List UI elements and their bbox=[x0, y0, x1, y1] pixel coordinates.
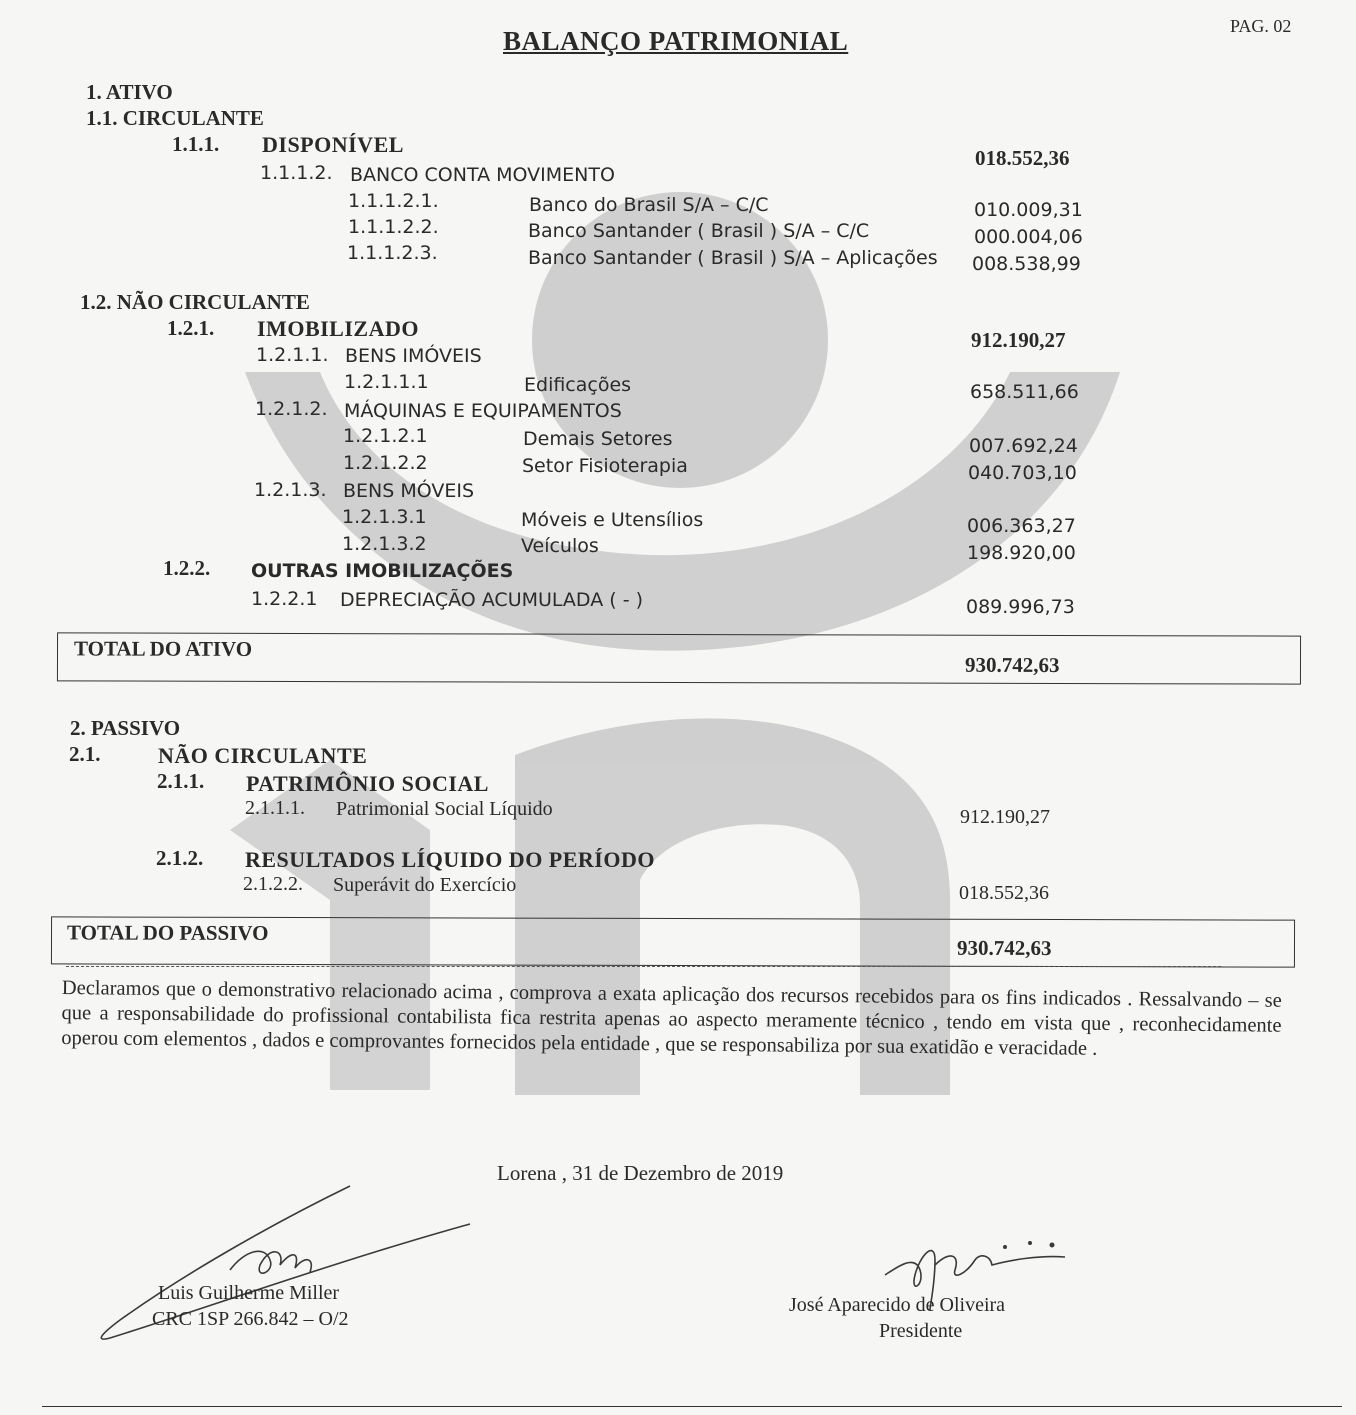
patrimonial-liquido-label: Patrimonial Social Líquido bbox=[336, 798, 553, 820]
demais-setores-code: 1.2.1.2.1 bbox=[343, 425, 428, 447]
bb-label: Banco do Brasil S/A – C/C bbox=[529, 194, 769, 216]
edificacoes-value: 658.511,66 bbox=[970, 381, 1079, 403]
place-date: Lorena , 31 de Dezembro de 2019 bbox=[497, 1161, 784, 1185]
santander-apl-code: 1.1.1.2.3. bbox=[347, 242, 438, 264]
maquinas-label: MÁQUINAS E EQUIPAMENTOS bbox=[344, 400, 622, 422]
imobilizado-code: 1.2.1. bbox=[167, 316, 215, 340]
nao-circulante-heading: 1.2. NÃO CIRCULANTE bbox=[80, 290, 310, 314]
imobilizado-label: IMOBILIZADO bbox=[257, 316, 419, 341]
superavit-value: 018.552,36 bbox=[959, 882, 1049, 904]
passivo-nc-label: NÃO CIRCULANTE bbox=[158, 743, 368, 768]
veiculos-label: Veículos bbox=[521, 535, 599, 557]
superavit-code: 2.1.2.2. bbox=[243, 873, 303, 895]
page-title: BALANÇO PATRIMONIAL bbox=[503, 26, 849, 56]
moveis-label: Móveis e Utensílios bbox=[521, 509, 704, 531]
bb-code: 1.1.1.2.1. bbox=[348, 190, 439, 212]
resultados-label: RESULTADOS LÍQUIDO DO PERÍODO bbox=[245, 847, 655, 872]
setor-fisio-code: 1.2.1.2.2 bbox=[343, 452, 428, 474]
total-passivo-value: 930.742,63 bbox=[956, 935, 1052, 960]
depreciacao-value: 089.996,73 bbox=[966, 596, 1075, 618]
bens-imoveis-label: BENS IMÓVEIS bbox=[345, 345, 482, 367]
page-number: PAG. 02 bbox=[1230, 16, 1292, 36]
bb-value: 010.009,31 bbox=[974, 199, 1083, 221]
bens-imoveis-code: 1.2.1.1. bbox=[256, 344, 329, 366]
santander-apl-value: 008.538,99 bbox=[972, 253, 1081, 275]
banco-conta-label: BANCO CONTA MOVIMENTO bbox=[350, 164, 615, 186]
declaration-text: Declaramos que o demonstrativo relacionado acima , comprova a exata aplicação dos recursos recebidos para os fins indicados . Ressalvando – se que a responsabilidade do profissional contabilista fica restrita apenas ao aspecto meramente técnico , tendo em vista que , reconhecidamente operou com elementos , dados e comprovantes fornecidos pela entidade , que se responsabiliza por sua exatidão e veracidade . bbox=[61, 976, 1282, 1060]
bens-moveis-label: BENS MÓVEIS bbox=[343, 480, 475, 502]
accountant-crc: CRC 1SP 266.842 – O/2 bbox=[152, 1308, 349, 1330]
santander-apl-label: Banco Santander ( Brasil ) S/A – Aplicações bbox=[528, 247, 938, 269]
banco-conta-code: 1.1.1.2. bbox=[260, 162, 333, 184]
depreciacao-code: 1.2.2.1 bbox=[251, 588, 318, 610]
moveis-code: 1.2.1.3.1 bbox=[342, 506, 427, 528]
president-role: Presidente bbox=[879, 1320, 963, 1342]
president-name: José Aparecido de Oliveira bbox=[789, 1294, 1006, 1316]
bens-moveis-code: 1.2.1.3. bbox=[254, 479, 327, 501]
patrimonio-label: PATRIMÔNIO SOCIAL bbox=[246, 771, 489, 796]
passivo-heading: 2. PASSIVO bbox=[70, 716, 181, 740]
passivo-nc-code: 2.1. bbox=[69, 742, 101, 766]
santander-cc-label: Banco Santander ( Brasil ) S/A – C/C bbox=[528, 220, 870, 242]
santander-cc-code: 1.1.1.2.2. bbox=[348, 216, 439, 238]
outras-label: OUTRAS IMOBILIZAÇÕES bbox=[251, 560, 514, 582]
santander-cc-value: 000.004,06 bbox=[974, 226, 1083, 248]
edificacoes-code: 1.2.1.1.1 bbox=[344, 371, 429, 393]
setor-fisio-label: Setor Fisioterapia bbox=[522, 455, 688, 477]
ativo-heading: 1. ATIVO bbox=[86, 80, 173, 104]
patrimonial-liquido-value: 912.190,27 bbox=[960, 806, 1050, 828]
accountant-name: Luis Guilherme Miller bbox=[158, 1282, 340, 1304]
total-passivo-label: TOTAL DO PASSIVO bbox=[66, 920, 269, 945]
veiculos-value: 198.920,00 bbox=[967, 542, 1076, 564]
total-ativo-box bbox=[57, 632, 1301, 684]
total-ativo-label: TOTAL DO ATIVO bbox=[73, 636, 253, 661]
patrimonio-code: 2.1.1. bbox=[157, 769, 205, 793]
depreciacao-label: DEPRECIAÇÃO ACUMULADA ( - ) bbox=[340, 589, 644, 611]
setor-fisio-value: 040.703,10 bbox=[968, 462, 1077, 484]
maquinas-code: 1.2.1.2. bbox=[255, 398, 328, 420]
demais-setores-value: 007.692,24 bbox=[969, 435, 1078, 457]
disponivel-label: DISPONÍVEL bbox=[262, 132, 404, 157]
outras-code: 1.2.2. bbox=[163, 556, 211, 580]
veiculos-code: 1.2.1.3.2 bbox=[342, 533, 427, 555]
superavit-label: Superávit do Exercício bbox=[333, 874, 517, 896]
dashed-divider bbox=[66, 966, 1221, 967]
patrimonial-liquido-code: 2.1.1.1. bbox=[245, 797, 305, 819]
demais-setores-label: Demais Setores bbox=[523, 428, 673, 450]
footer-rule bbox=[42, 1406, 1342, 1407]
disponivel-value: 018.552,36 bbox=[975, 146, 1070, 170]
resultados-code: 2.1.2. bbox=[156, 846, 204, 870]
total-ativo-value: 930.742,63 bbox=[964, 652, 1060, 677]
moveis-value: 006.363,27 bbox=[967, 515, 1076, 537]
total-passivo-box bbox=[51, 916, 1295, 967]
disponivel-code: 1.1.1. bbox=[172, 132, 220, 156]
circulante-heading: 1.1. CIRCULANTE bbox=[86, 106, 264, 130]
imobilizado-value: 912.190,27 bbox=[971, 328, 1066, 352]
edificacoes-label: Edificações bbox=[524, 374, 632, 396]
